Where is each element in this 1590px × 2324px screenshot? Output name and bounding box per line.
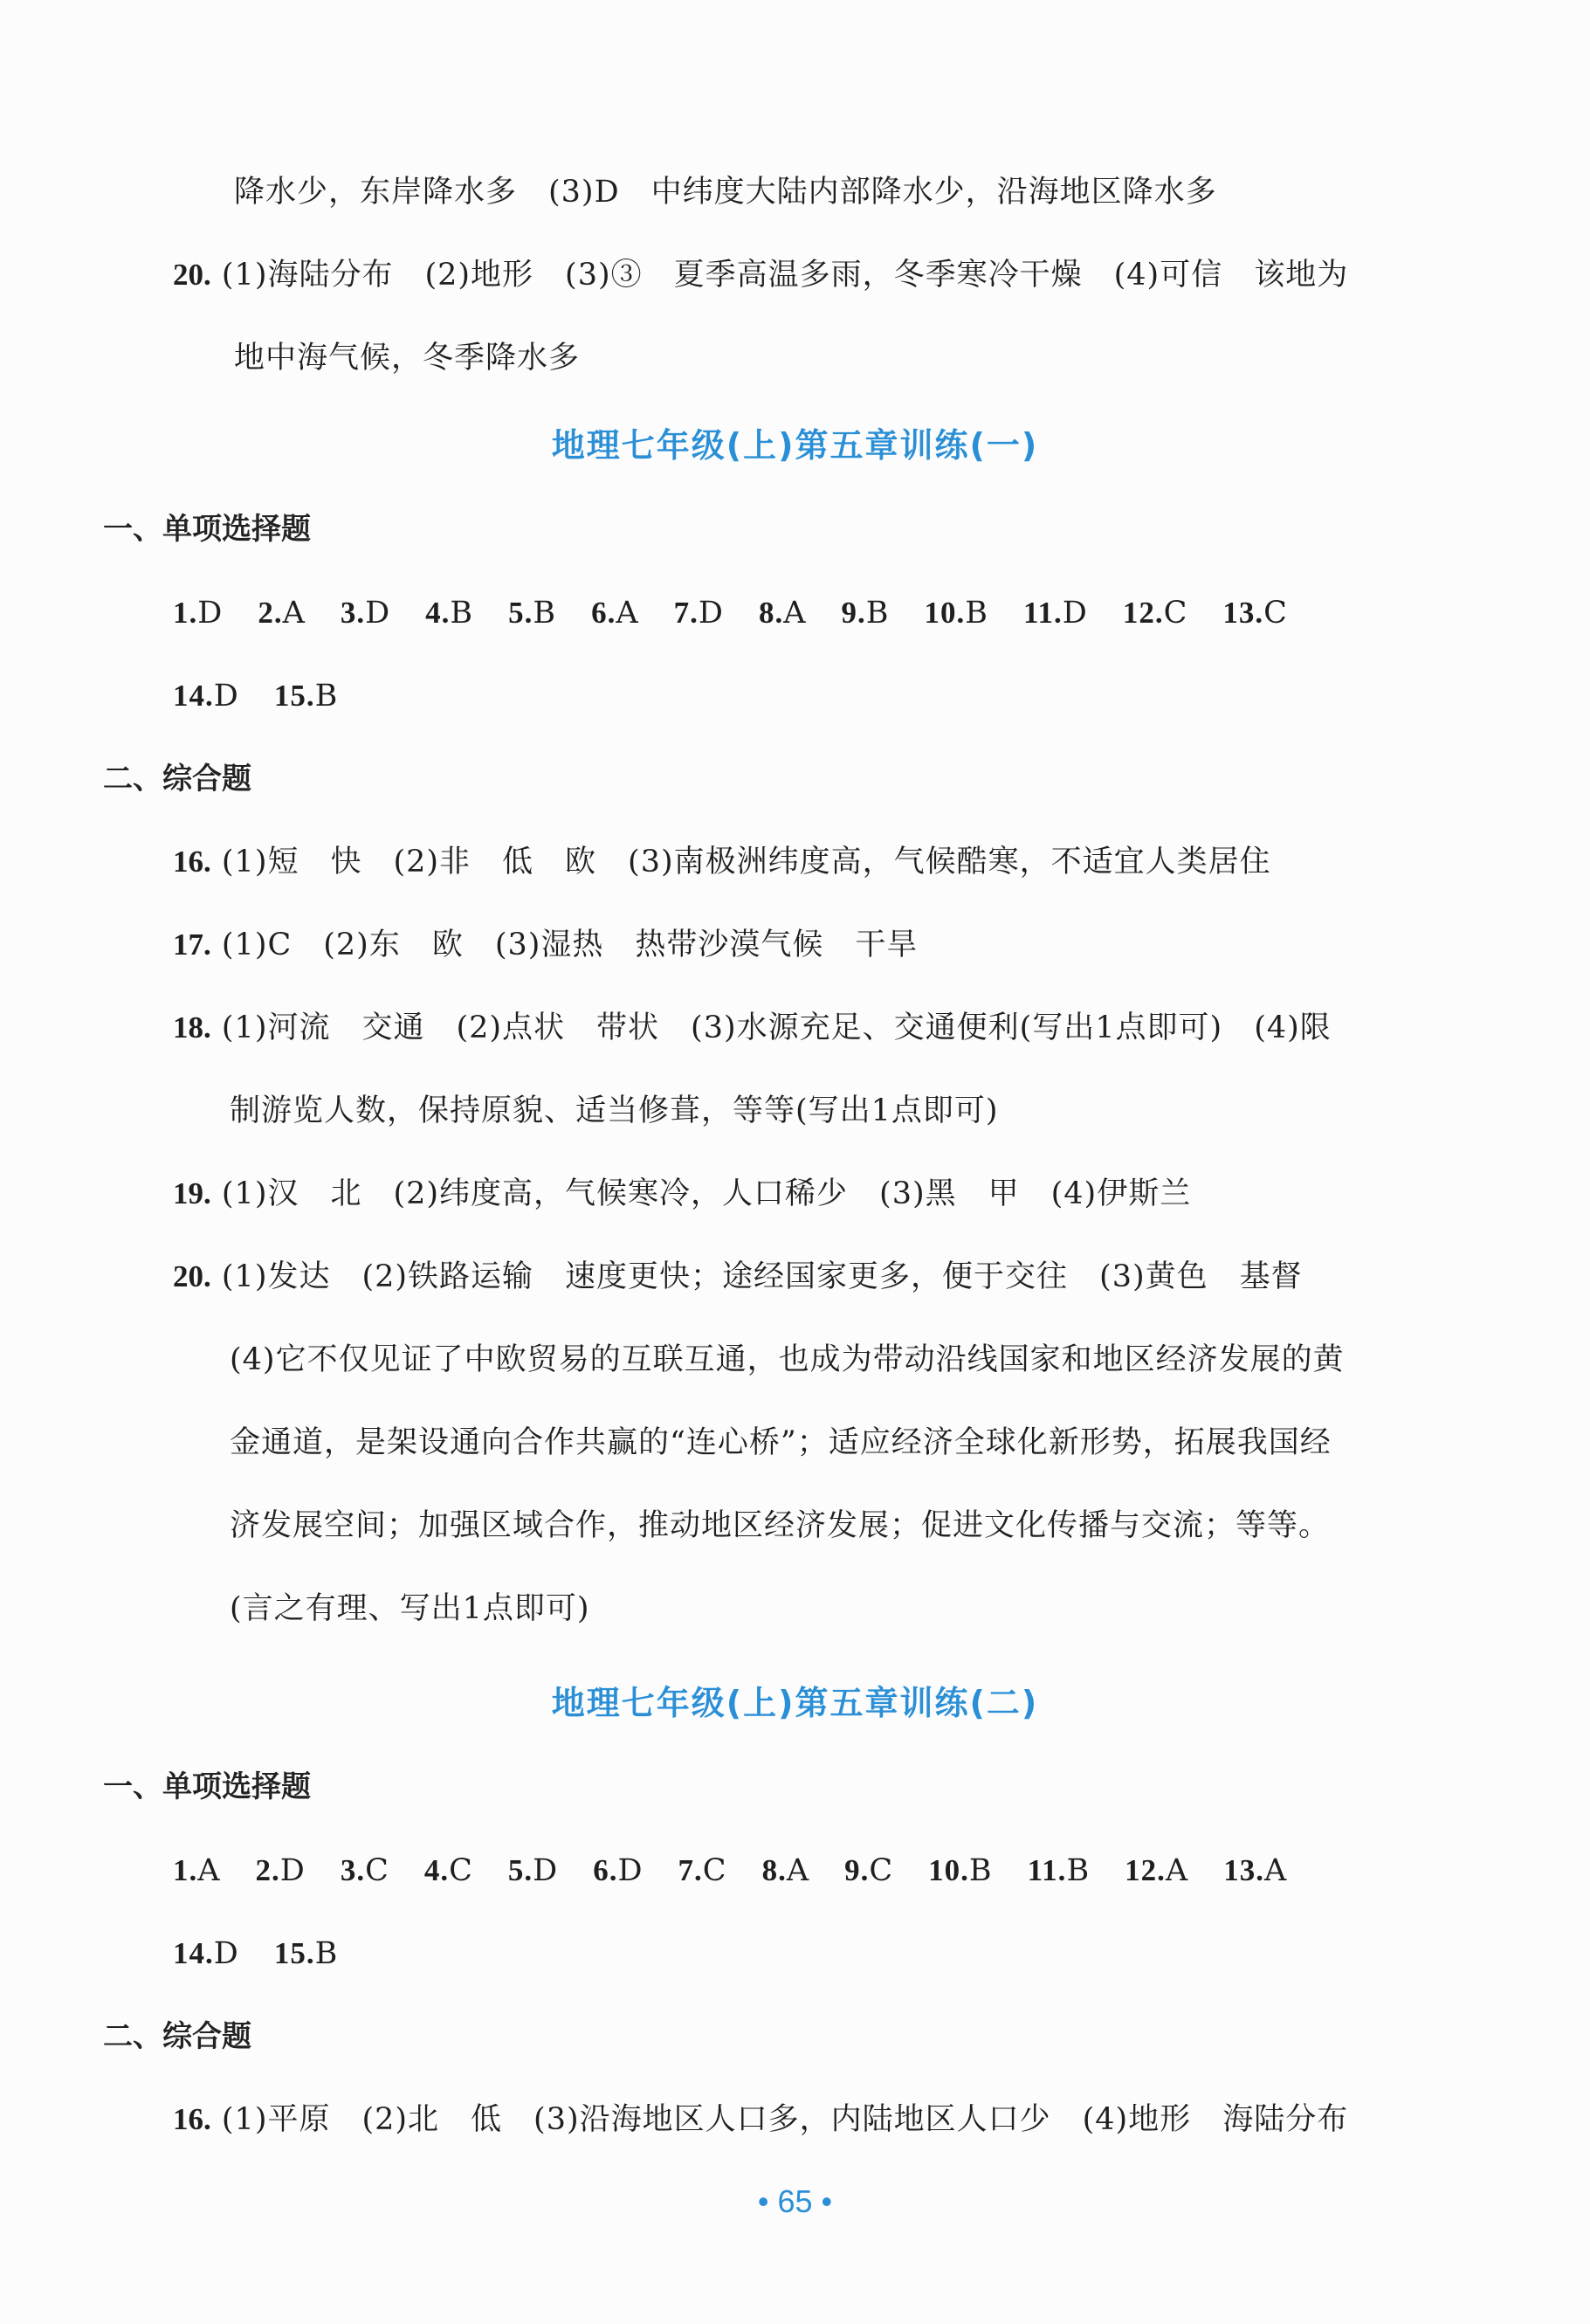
answer-number: 8. (758, 596, 784, 630)
question-text: (1)河流 交通 (2)点状 带状 (3)水源充足、交通便利(写出1点即可) (4)限 (221, 1010, 1332, 1045)
answer-row (173, 1850, 1322, 1892)
answer-letter: A (616, 596, 639, 631)
answer-number: 1. (173, 1853, 198, 1887)
answer-number: 11. (1027, 1853, 1067, 1887)
answer-item (1123, 592, 1188, 634)
text-line: 济发展空间；加强区域合作，推动地区经济发展；促进文化传播与交流；等等。 (230, 1508, 1331, 1543)
question-16 (173, 2099, 1348, 2141)
answer-letter: C (869, 1853, 894, 1888)
answer-letter: C (702, 1853, 727, 1888)
answer-number: 13. (1222, 596, 1264, 630)
answer-item (1223, 1850, 1287, 1892)
section-heading-choice: 一、单项选择题 (103, 1769, 311, 1804)
answer-item (591, 592, 639, 634)
answer-item (1023, 592, 1088, 634)
question-text: (1)发达 (2)铁路运输 速度更快；途经国家更多，便于交往 (3)黄色 基督 (221, 1259, 1303, 1294)
answer-letter: B (865, 596, 890, 631)
answer-item (258, 592, 306, 634)
question-text: (1)平原 (2)北 低 (3)沿海地区人口多，内陆地区人口少 (4)地形 海陆分布 (221, 2102, 1349, 2137)
answer-item (173, 1850, 221, 1892)
answer-item (1222, 592, 1288, 634)
question-19 (173, 1173, 1191, 1215)
text-line: 制游览人数，保持原貌、适当修葺，等等(写出1点即可) (230, 1093, 999, 1128)
answer-number: 2. (258, 596, 283, 630)
answer-item (173, 675, 239, 717)
answer-item (173, 592, 223, 634)
page-number: • 65 • (757, 2183, 833, 2219)
answer-number: 13. (1223, 1853, 1264, 1887)
answer-letter: B (965, 596, 988, 631)
answer-item (256, 1850, 306, 1892)
question-number: 20. (173, 1259, 211, 1293)
answer-item (425, 592, 473, 634)
answer-letter: B (533, 596, 557, 631)
text-line: 地中海气候，冬季降水多 (234, 341, 581, 376)
text-line: 降水少，东岸降水多 (3)D 中纬度大陆内部降水少，沿海地区降水多 (234, 175, 1217, 210)
answer-item (274, 1933, 338, 1975)
section-heading-choice: 一、单项选择题 (103, 512, 311, 547)
answer-number: 6. (593, 1853, 618, 1887)
text-line: 金通道，是架设通向合作共赢的“连心桥”；适应经济全球化新形势，拓展我国经 (230, 1425, 1332, 1460)
answer-letter: D (279, 1853, 306, 1888)
answer-number: 15. (273, 1936, 315, 1970)
answer-letter: A (783, 596, 807, 631)
answer-number: 12. (1125, 1853, 1166, 1887)
answer-letter: A (1263, 1853, 1288, 1888)
answer-item (674, 592, 724, 634)
answer-item (1028, 1850, 1091, 1892)
answer-row (173, 675, 373, 717)
answer-number: 5. (507, 1853, 533, 1887)
answer-row (173, 1933, 373, 1975)
answer-item (842, 592, 890, 634)
answer-item (508, 1850, 558, 1892)
answer-item (274, 675, 338, 717)
answer-item (762, 1850, 810, 1892)
text-line: (言之有理、写出1点即可) (230, 1591, 590, 1626)
answer-number: 6. (591, 596, 616, 630)
answer-item (341, 592, 390, 634)
question-number: 20. (173, 258, 211, 292)
answer-number: 7. (678, 1853, 703, 1887)
answer-letter: D (1062, 596, 1088, 631)
answer-letter: D (365, 596, 391, 631)
answer-letter: B (314, 1936, 339, 1971)
question-number: 16. (173, 2102, 211, 2136)
answer-item (173, 1933, 239, 1975)
answer-item (759, 592, 807, 634)
answer-letter: C (1163, 596, 1188, 631)
question-16 (173, 841, 1271, 883)
question-text: (1)汉 北 (2)纬度高，气候寒冷，人口稀少 (3)黑 甲 (4)伊斯兰 (221, 1176, 1192, 1211)
answer-letter: B (1066, 1853, 1091, 1888)
question-17 (173, 924, 918, 966)
answer-letter: B (314, 679, 339, 714)
answer-item (424, 1850, 473, 1892)
answer-letter: B (968, 1853, 993, 1888)
answer-number: 9. (841, 596, 866, 630)
answer-number: 9. (844, 1853, 870, 1887)
question-text: (1)C (2)东 欧 (3)湿热 热带沙漠气候 干旱 (221, 928, 919, 962)
answer-number: 5. (508, 596, 533, 630)
answer-letter: B (450, 596, 474, 631)
answer-item (678, 1850, 727, 1892)
section-heading-comprehensive: 二、综合题 (103, 762, 251, 797)
answer-number: 4. (423, 1853, 450, 1887)
answer-number: 14. (173, 679, 214, 713)
answer-number: 14. (173, 1936, 214, 1970)
answer-number: 15. (273, 679, 315, 713)
answer-letter: C (365, 1853, 389, 1888)
answer-letter: C (1263, 596, 1288, 631)
answer-letter: A (786, 1853, 810, 1888)
answer-letter: D (213, 679, 239, 714)
answer-number: 3. (340, 596, 366, 630)
answer-number: 11. (1022, 596, 1063, 630)
answer-number: 1. (173, 596, 198, 630)
answer-letter: D (617, 1853, 644, 1888)
question-number: 16. (173, 845, 211, 879)
answer-item (1125, 1850, 1188, 1892)
answer-letter: A (1165, 1853, 1189, 1888)
answer-number: 4. (425, 596, 451, 630)
answer-letter: A (282, 596, 306, 631)
answer-letter: A (197, 1853, 221, 1888)
question-number: 19. (173, 1176, 211, 1210)
answer-number: 2. (255, 1853, 280, 1887)
answer-item (928, 1850, 992, 1892)
question-18 (173, 1007, 1332, 1049)
question-20 (173, 1256, 1303, 1298)
answer-item (593, 1850, 643, 1892)
answer-number: 10. (924, 596, 966, 630)
answer-item (508, 592, 556, 634)
answer-letter: D (698, 596, 724, 631)
answer-row (173, 592, 1323, 634)
question-number: 17. (173, 928, 211, 962)
text-line: (4)它不仅见证了中欧贸易的互联互通，也成为带动沿线国家和地区经济发展的黄 (230, 1342, 1345, 1377)
answer-item (341, 1850, 389, 1892)
chapter-title-1: 地理七年级(上)第五章训练(一) (551, 426, 1039, 465)
answer-number: 7. (673, 596, 699, 630)
question-20-prev (173, 254, 1348, 296)
chapter-title-2: 地理七年级(上)第五章训练(二) (551, 1684, 1039, 1722)
question-number: 18. (173, 1010, 211, 1045)
answer-number: 10. (928, 1853, 969, 1887)
answer-letter: D (197, 596, 224, 631)
answer-number: 3. (340, 1853, 366, 1887)
section-heading-comprehensive: 二、综合题 (103, 2019, 251, 2054)
answer-letter: D (213, 1936, 239, 1971)
answer-item (924, 592, 988, 634)
question-text: (1)海陆分布 (2)地形 (3)③ 夏季高温多雨，冬季寒冷干燥 (4)可信 该地为 (221, 258, 1349, 293)
question-text: (1)短 快 (2)非 低 欧 (3)南极洲纬度高，气候酷寒，不适宜人类居住 (221, 845, 1271, 879)
answer-number: 12. (1122, 596, 1164, 630)
answer-letter: D (533, 1853, 559, 1888)
answer-item (844, 1850, 893, 1892)
answer-letter: C (449, 1853, 473, 1888)
answer-number: 8. (761, 1853, 787, 1887)
